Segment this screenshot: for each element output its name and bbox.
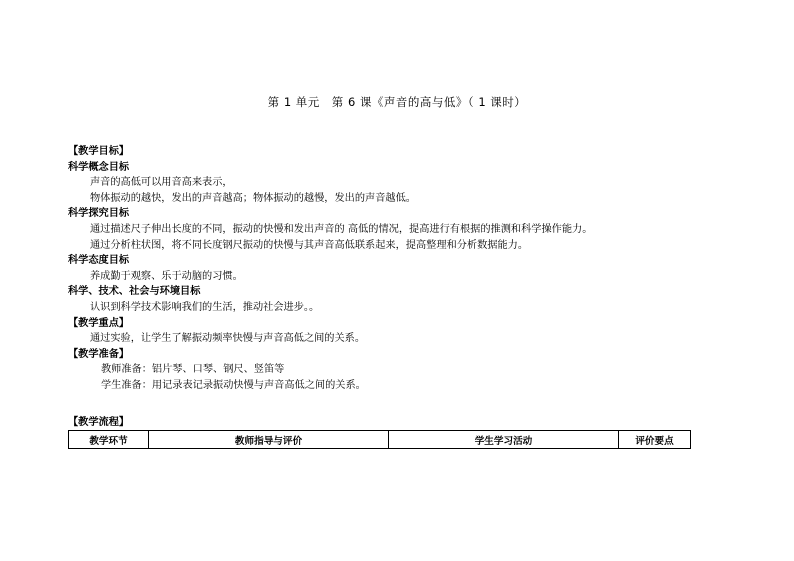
attitude-goal-line: 养成勤于观察、乐于动脑的习惯。 xyxy=(90,270,243,282)
teacher-prep-line: 教师准备：铝片琴、口琴、钢尺、竖笛等 xyxy=(101,364,285,376)
column-header-teacher-guidance: 教师指导与评价 xyxy=(149,431,389,449)
focus-line: 通过实验，让学生了解振动频率快慢与声音高低之间的关系。 xyxy=(90,333,366,345)
column-header-evaluation-points: 评价要点 xyxy=(619,431,691,449)
concept-goal-heading: 科学概念目标 xyxy=(68,161,130,173)
inquiry-goal-heading: 科学探究目标 xyxy=(68,208,130,220)
concept-goal-line: 声音的高低可以用音高来表示， xyxy=(90,177,233,189)
column-header-stage: 教学环节 xyxy=(69,431,149,449)
lesson-content xyxy=(68,144,718,449)
concept-goal-line: 物体振动的越快，发出的声音越高；物体振动的越慢，发出的声音越低。 xyxy=(90,192,416,204)
column-header-student-activity: 学生学习活动 xyxy=(389,431,619,449)
process-table xyxy=(68,430,691,449)
prep-heading: 【教学准备】 xyxy=(68,348,130,360)
lesson-title: 第 1 单元 第 6 课《声音的高与低》（ 1 课时） xyxy=(267,95,527,109)
objectives-heading: 【教学目标】 xyxy=(68,146,130,157)
student-prep-line: 学生准备：用记录表记录振动快慢与声音高低之间的关系。 xyxy=(101,379,366,391)
attitude-goal-heading: 科学态度目标 xyxy=(68,255,130,267)
focus-heading: 【教学重点】 xyxy=(68,317,130,329)
sts-goal-line: 认识到科学技术影响我们的生活，推动社会进步。。 xyxy=(90,301,320,313)
inquiry-goal-line: 通过描述尺子伸出长度的不同，振动的快慢和发出声音的 高低的情况，提高进行有根据的推测和科学操作能力。 xyxy=(90,223,593,235)
process-heading: 【教学流程】 xyxy=(68,416,130,428)
inquiry-goal-line: 通过分析柱状图，将不同长度钢尺振动的快慢与其声音高低联系起来，提高整理和分析数据能力。 xyxy=(90,239,529,251)
process-table-header-row xyxy=(69,431,691,449)
sts-goal-heading: 科学、技术、社会与环境目标 xyxy=(68,286,201,298)
